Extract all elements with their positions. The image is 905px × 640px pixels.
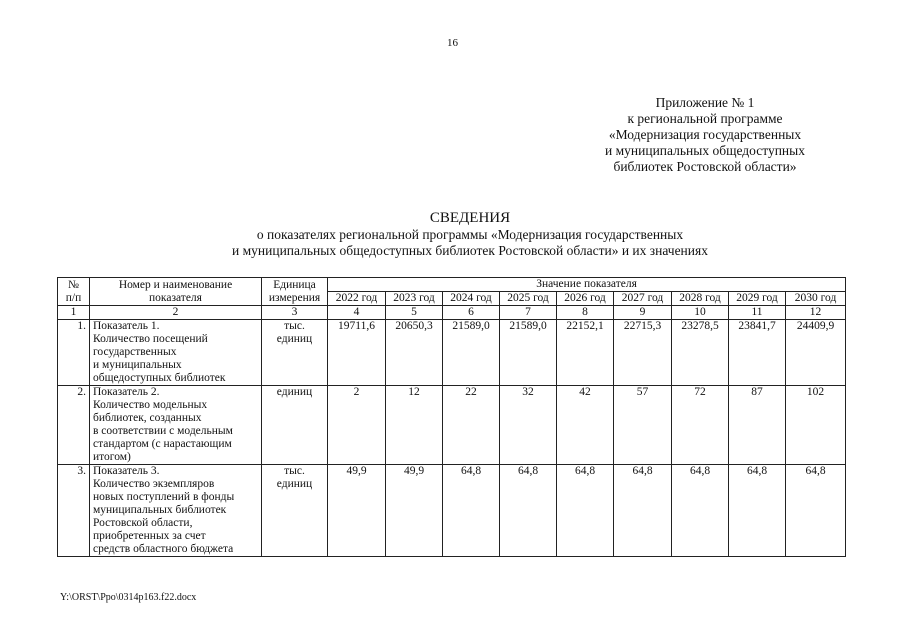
value-cell: 23278,5 [672,320,729,386]
name-line: библиотек, созданных [93,412,202,424]
column-number: 7 [500,306,557,320]
value-cell: 64,8 [500,465,557,557]
header-year: 2024 год [443,292,500,306]
header-text: п/п [65,291,82,304]
page-number: 16 [447,37,458,49]
value-cell: 102 [786,386,846,465]
value-cell: 20650,3 [386,320,443,386]
document-subtitle-line: о показателях региональной программы «Модернизация государственных [256,227,684,242]
name-line: приобретенных за счет [93,530,206,542]
header-unit [262,278,328,306]
header-value-group: Значение показателя [328,278,846,292]
name-line: государственных [93,346,177,358]
header-year: 2025 год [500,292,557,306]
header-year: 2027 год [614,292,672,306]
name-line: муниципальных библиотек [93,504,227,516]
indicator-name [90,386,262,465]
table-row [58,320,846,386]
value-cell: 2 [328,386,386,465]
value-cell: 64,8 [729,465,786,557]
value-cell: 49,9 [386,465,443,557]
header-year: 2022 год [328,292,386,306]
value-cell: 22715,3 [614,320,672,386]
indicator-unit [262,320,328,386]
row-number: 3. [58,465,90,557]
name-line: и муниципальных [93,359,182,371]
header-number [58,278,90,306]
header-year: 2028 год [672,292,729,306]
name-line: Показатель 3. [93,465,160,477]
value-cell: 23841,7 [729,320,786,386]
value-cell: 42 [557,386,614,465]
column-number: 2 [90,306,262,320]
column-number: 10 [672,306,729,320]
value-cell: 22152,1 [557,320,614,386]
row-number: 1. [58,320,90,386]
indicator-unit [262,465,328,557]
column-number: 9 [614,306,672,320]
column-number: 8 [557,306,614,320]
name-line: Количество экземпляров [93,478,215,490]
column-number: 3 [262,306,328,320]
name-line: стандартом (с нарастающим [93,438,232,450]
name-line: средств областного бюджета [93,543,234,555]
value-cell: 64,8 [443,465,500,557]
value-cell: 21589,0 [443,320,500,386]
indicators-table [57,277,846,557]
document-heading [160,210,780,259]
indicator-name [90,320,262,386]
value-cell: 64,8 [614,465,672,557]
value-cell: 19711,6 [328,320,386,386]
value-cell: 64,8 [786,465,846,557]
value-cell: 49,9 [328,465,386,557]
column-number: 1 [58,306,90,320]
unit-line: единиц [276,386,313,398]
column-number: 11 [729,306,786,320]
column-numbers-row [58,306,846,320]
header-year: 2023 год [386,292,443,306]
appendix-line: библиотек Ростовской области» [613,159,797,174]
document-title: СВЕДЕНИЯ [429,210,511,226]
header-text: № [68,278,79,291]
name-line: Показатель 2. [93,386,160,398]
appendix-line: Приложение № 1 [655,95,755,110]
name-line: Количество посещений [93,333,208,345]
table-row [58,465,846,557]
indicator-unit [262,386,328,465]
unit-line: тыс. [284,465,305,477]
unit-line: тыс. [284,320,305,332]
header-row [58,278,846,292]
header-year: 2026 год [557,292,614,306]
unit-line: единиц [276,478,313,490]
appendix-note [560,95,850,175]
value-cell: 22 [443,386,500,465]
value-cell: 72 [672,386,729,465]
value-cell: 32 [500,386,557,465]
value-cell: 24409,9 [786,320,846,386]
header-text: Номер и наименование [118,278,233,291]
header-text: измерения [268,291,321,304]
header-name [90,278,262,306]
appendix-line: и муниципальных общедоступных [605,143,805,158]
column-number: 5 [386,306,443,320]
name-line: итогом) [93,451,131,463]
header-year: 2029 год [729,292,786,306]
value-cell: 64,8 [672,465,729,557]
name-line: в соответствии с модельным [93,425,233,437]
value-cell: 21589,0 [500,320,557,386]
document-subtitle-line: и муниципальных общедоступных библиотек Ростовской области» и их значениях [232,243,708,258]
file-path-footer: Y:\ORST\Ppo\0314p163.f22.docx [60,592,197,603]
row-number: 2. [58,386,90,465]
value-cell: 12 [386,386,443,465]
unit-line: единиц [276,333,313,345]
appendix-line: к региональной программе [627,111,783,126]
name-line: новых поступлений в фонды [93,491,235,503]
name-line: общедоступных библиотек [93,372,226,384]
name-line: Количество модельных [93,399,208,411]
indicator-name [90,465,262,557]
table-row [58,386,846,465]
column-number: 6 [443,306,500,320]
header-year: 2030 год [786,292,846,306]
name-line: Показатель 1. [93,320,160,332]
name-line: Ростовской области, [93,517,193,529]
value-cell: 64,8 [557,465,614,557]
header-text: показателя [149,291,202,304]
column-number: 4 [328,306,386,320]
column-number: 12 [786,306,846,320]
appendix-line: «Модернизация государственных [608,127,802,142]
value-cell: 87 [729,386,786,465]
value-cell: 57 [614,386,672,465]
header-text: Единица [273,278,316,291]
